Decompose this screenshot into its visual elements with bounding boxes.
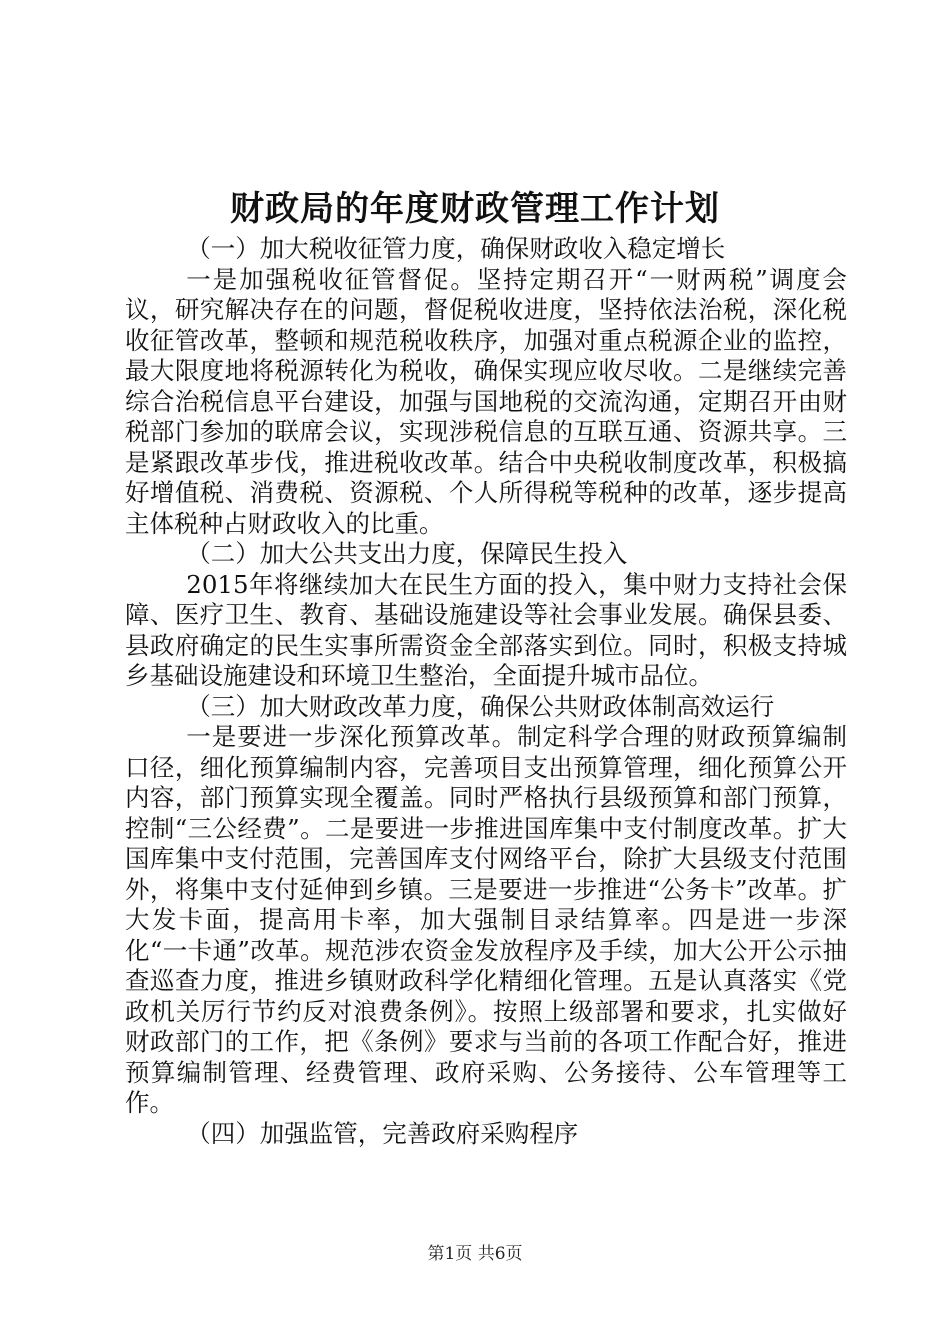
section-heading-1: （一）加大税收征管力度，确保财政收入稳定增长 (186, 234, 726, 263)
paragraph-fiscal-reform: 一是要进一步深化预算改革。制定科学合理的财政预算编制口径，细化预算编制内容，完善项目支出预算管理，细化预算公开内容，部门预算实现全覆盖。同时严格执行县级预算和部门预算，控制“三公经费”。二是要进一步推进国库集中支付制度改革。扩大国库集中支付范围，完善国库支付网络平台，除扩大县级支付范围外，将集中支付延伸到乡镇。三是要进一步推进“公务卡”改革。扩大发卡面，提高用卡率，加大强制目录结算率。四是进一步深化“一卡通”改革。规范涉农资金发放程序及手续，加大公开公示抽查巡查力度，推进乡镇财政科学化精细化管理。五是认真落实《党政机关厉行节约反对浪费条例》。按照上级部署和要求，扎实做好财政部门的工作，把《条例》要求与当前的各项工作配合好，推进预算编制管理、经费管理、政府采购、公务接待、公车管理等工作。 (125, 722, 847, 1117)
section-heading-3: （三）加大财政改革力度，确保公共财政体制高效运行 (186, 691, 775, 721)
document-title: 财政局的年度财政管理工作计划 (230, 189, 720, 229)
paragraph-public-spending: 2015年将继续加大在民生方面的投入，集中财力支持社会保障、医疗卫生、教育、基础设施建设等社会事业发展。确保县委、县政府确定的民生实事所需资金全部落实到位。同时，积极支持城乡基础设施建设和环境卫生整治，全面提升城市品位。 (125, 569, 847, 690)
section-heading-4: （四）加强监管，完善政府采购程序 (186, 1118, 579, 1148)
section-heading-2: （二）加大公共支出力度，保障民生投入 (186, 539, 628, 568)
document-body (125, 234, 847, 1149)
paragraph-tax-collection: 一是加强税收征管督促。坚持定期召开“一财两税”调度会议，研究解决存在的问题，督促税收进度，坚持依法治税，深化税收征管改革，整顿和规范税收秩序，加强对重点税源企业的监控，最大限度地将税源转化为税收，确保实现应收尽收。二是继续完善综合治税信息平台建设，加强与国地税的交流沟通，定期召开由财税部门参加的联席会议，实现涉税信息的互联互通、资源共享。三是紧跟改革步伐，推进税收改革。结合中央税收制度改革，积极搞好增值税、消费税、资源税、个人所得税等税种的改革，逐步提高主体税种占财政收入的比重。 (125, 264, 847, 538)
page-footer: 第1页 共6页 (427, 1244, 523, 1264)
